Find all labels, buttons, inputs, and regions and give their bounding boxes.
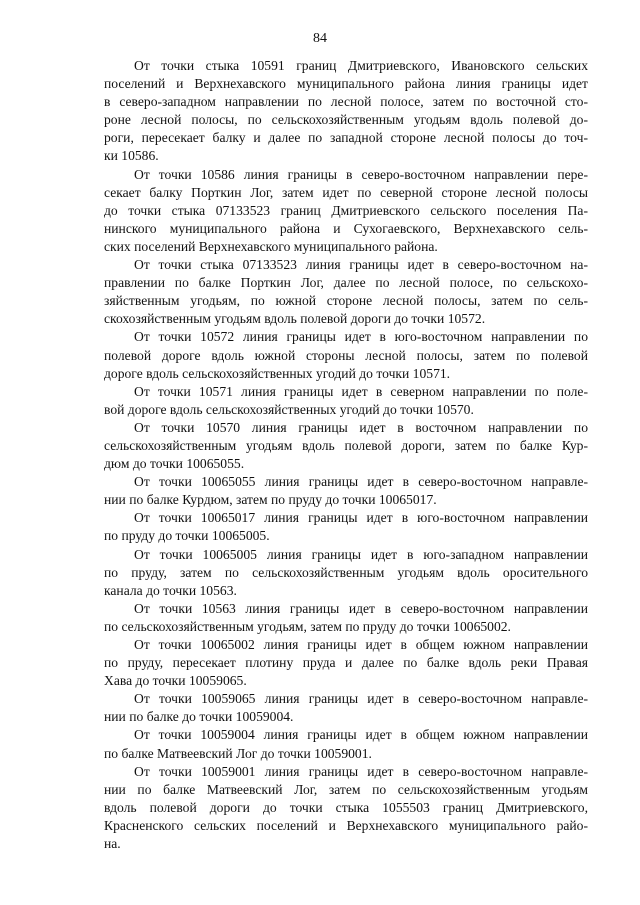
paragraph [104,763,588,853]
text-line: Хава до точки 10059065. [104,673,247,689]
paragraph [104,726,588,762]
text-line: От точки стыка 07133523 линия границы идет в северо-восточном на- [134,257,588,273]
text-line: полевой дороге вдоль южной стороны лесной полосы, затем по полевой [104,347,588,363]
text-line: От точки 10572 линия границы идет в юго-восточном направлении по [134,329,588,345]
text-line: нии по балке Курдюм, затем по пруду до точки 10065017. [104,492,437,508]
paragraph [104,509,588,545]
text-line: От точки 10571 линия границы идет в северном направлении по поле- [134,383,588,399]
paragraph [104,636,588,690]
text-line: правлении по балке Порткин Лог, далее по лесной полосе, по сельскохо- [104,275,588,291]
text-line: вой дороге вдоль сельскохозяйственных угодий до точки 10570. [104,401,474,417]
paragraph [104,690,588,726]
page-number: 84 [313,31,327,46]
text-line: От точки 10059001 линия границы идет в северо-восточном направле- [134,763,588,779]
text-line: От точки 10065055 линия границы идет в северо-восточном направле- [134,474,588,490]
paragraph [104,256,588,328]
text-line: От точки 10563 линия границы идет в северо-восточном направлении [134,600,588,616]
text-line: От точки стыка 10591 границ Дмитриевского, Ивановского сельских [134,58,588,73]
text-line: по пруду, затем по сельскохозяйственным угодьям вдоль оросительного [104,564,588,580]
text-line: От точки 10059065 линия границы идет в северо-восточном направле- [134,691,588,707]
paragraph [104,419,588,473]
text-line: нинского муниципального района и Сухогаевского, Верхнехавского сель- [104,220,588,236]
text-line: по пруду до точки 10065005. [104,528,270,544]
text-line: От точки 10586 линия границы в северо-восточном направлении пере- [134,166,588,182]
paragraph [104,383,588,419]
text-line: поселений и Верхнехавского муниципального района линия границы идет [104,76,588,92]
text-line: От точки 10570 линия границы идет в восточном направлении по [134,419,588,435]
text-line: ских поселений Верхнехавского муниципального района. [104,238,438,254]
text-line: нии по балке Матвеевский Лог, затем по сельскохозяйственным угодьям [104,781,588,797]
paragraph [104,546,588,600]
text-line: зяйственным угодьям, по южной стороне лесной полосы, затем по сель- [104,293,588,309]
text-line: роги, пересекает балку и далее по западной стороне лесной полосы до точ- [104,130,588,146]
text-line: по сельскохозяйственным угодьям, затем по пруду до точки 10065002. [104,618,511,634]
text-line: От точки 10065002 линия границы идет в общем южном направлении [134,637,588,652]
text-line: канала до точки 10563. [104,582,237,598]
text-line: в северо-западном направлении по лесной полосе, затем по восточной сто- [104,94,588,110]
text-line: дюм до точки 10065055. [104,456,245,472]
text-line: на. [104,836,121,852]
text-line: От точки 10059004 линия границы идет в общем южном направлении [134,727,588,743]
text-line: ки 10586. [104,148,159,164]
text-line: От точки 10065017 линия границы идет в юго-восточном направлении [134,510,588,526]
text-line: Красненского сельских поселений и Верхнехавского муниципального райо- [104,817,588,833]
text-line: дороге вдоль сельскохозяйственных угодий до точки 10571. [104,365,451,381]
paragraph [104,600,588,636]
text-line: до точки стыка 07133523 границ Дмитриевского сельского поселения Па- [104,202,588,218]
document-body [104,57,588,853]
paragraph [104,473,588,509]
text-line: роне лесной полосы, по сельскохозяйственным угодьям вдоль полевой до- [104,112,588,128]
text-line: по балке Матвеевский Лог до точки 10059001. [104,745,372,761]
paragraph [104,166,588,256]
text-line: От точки 10065005 линия границы идет в юго-западном направлении [134,546,588,562]
text-line: секает балку Порткин Лог, затем идет по северной стороне лесной полосы [104,184,588,200]
text-line: по пруду, пересекает плотину пруда и далее по балке вдоль реки Правая [104,655,588,671]
paragraph [104,328,588,382]
text-line: скохозяйственным угодьям вдоль полевой дороги до точки 10572. [104,311,486,327]
text-line: нии по балке до точки 10059004. [104,709,294,725]
text-line: сельскохозяйственным угодьям вдоль полевой дороги, затем по балке Кур- [104,437,588,453]
text-line: вдоль полевой дороги до точки стыка 1055503 границ Дмитриевского, [104,799,588,815]
paragraph [104,57,588,166]
